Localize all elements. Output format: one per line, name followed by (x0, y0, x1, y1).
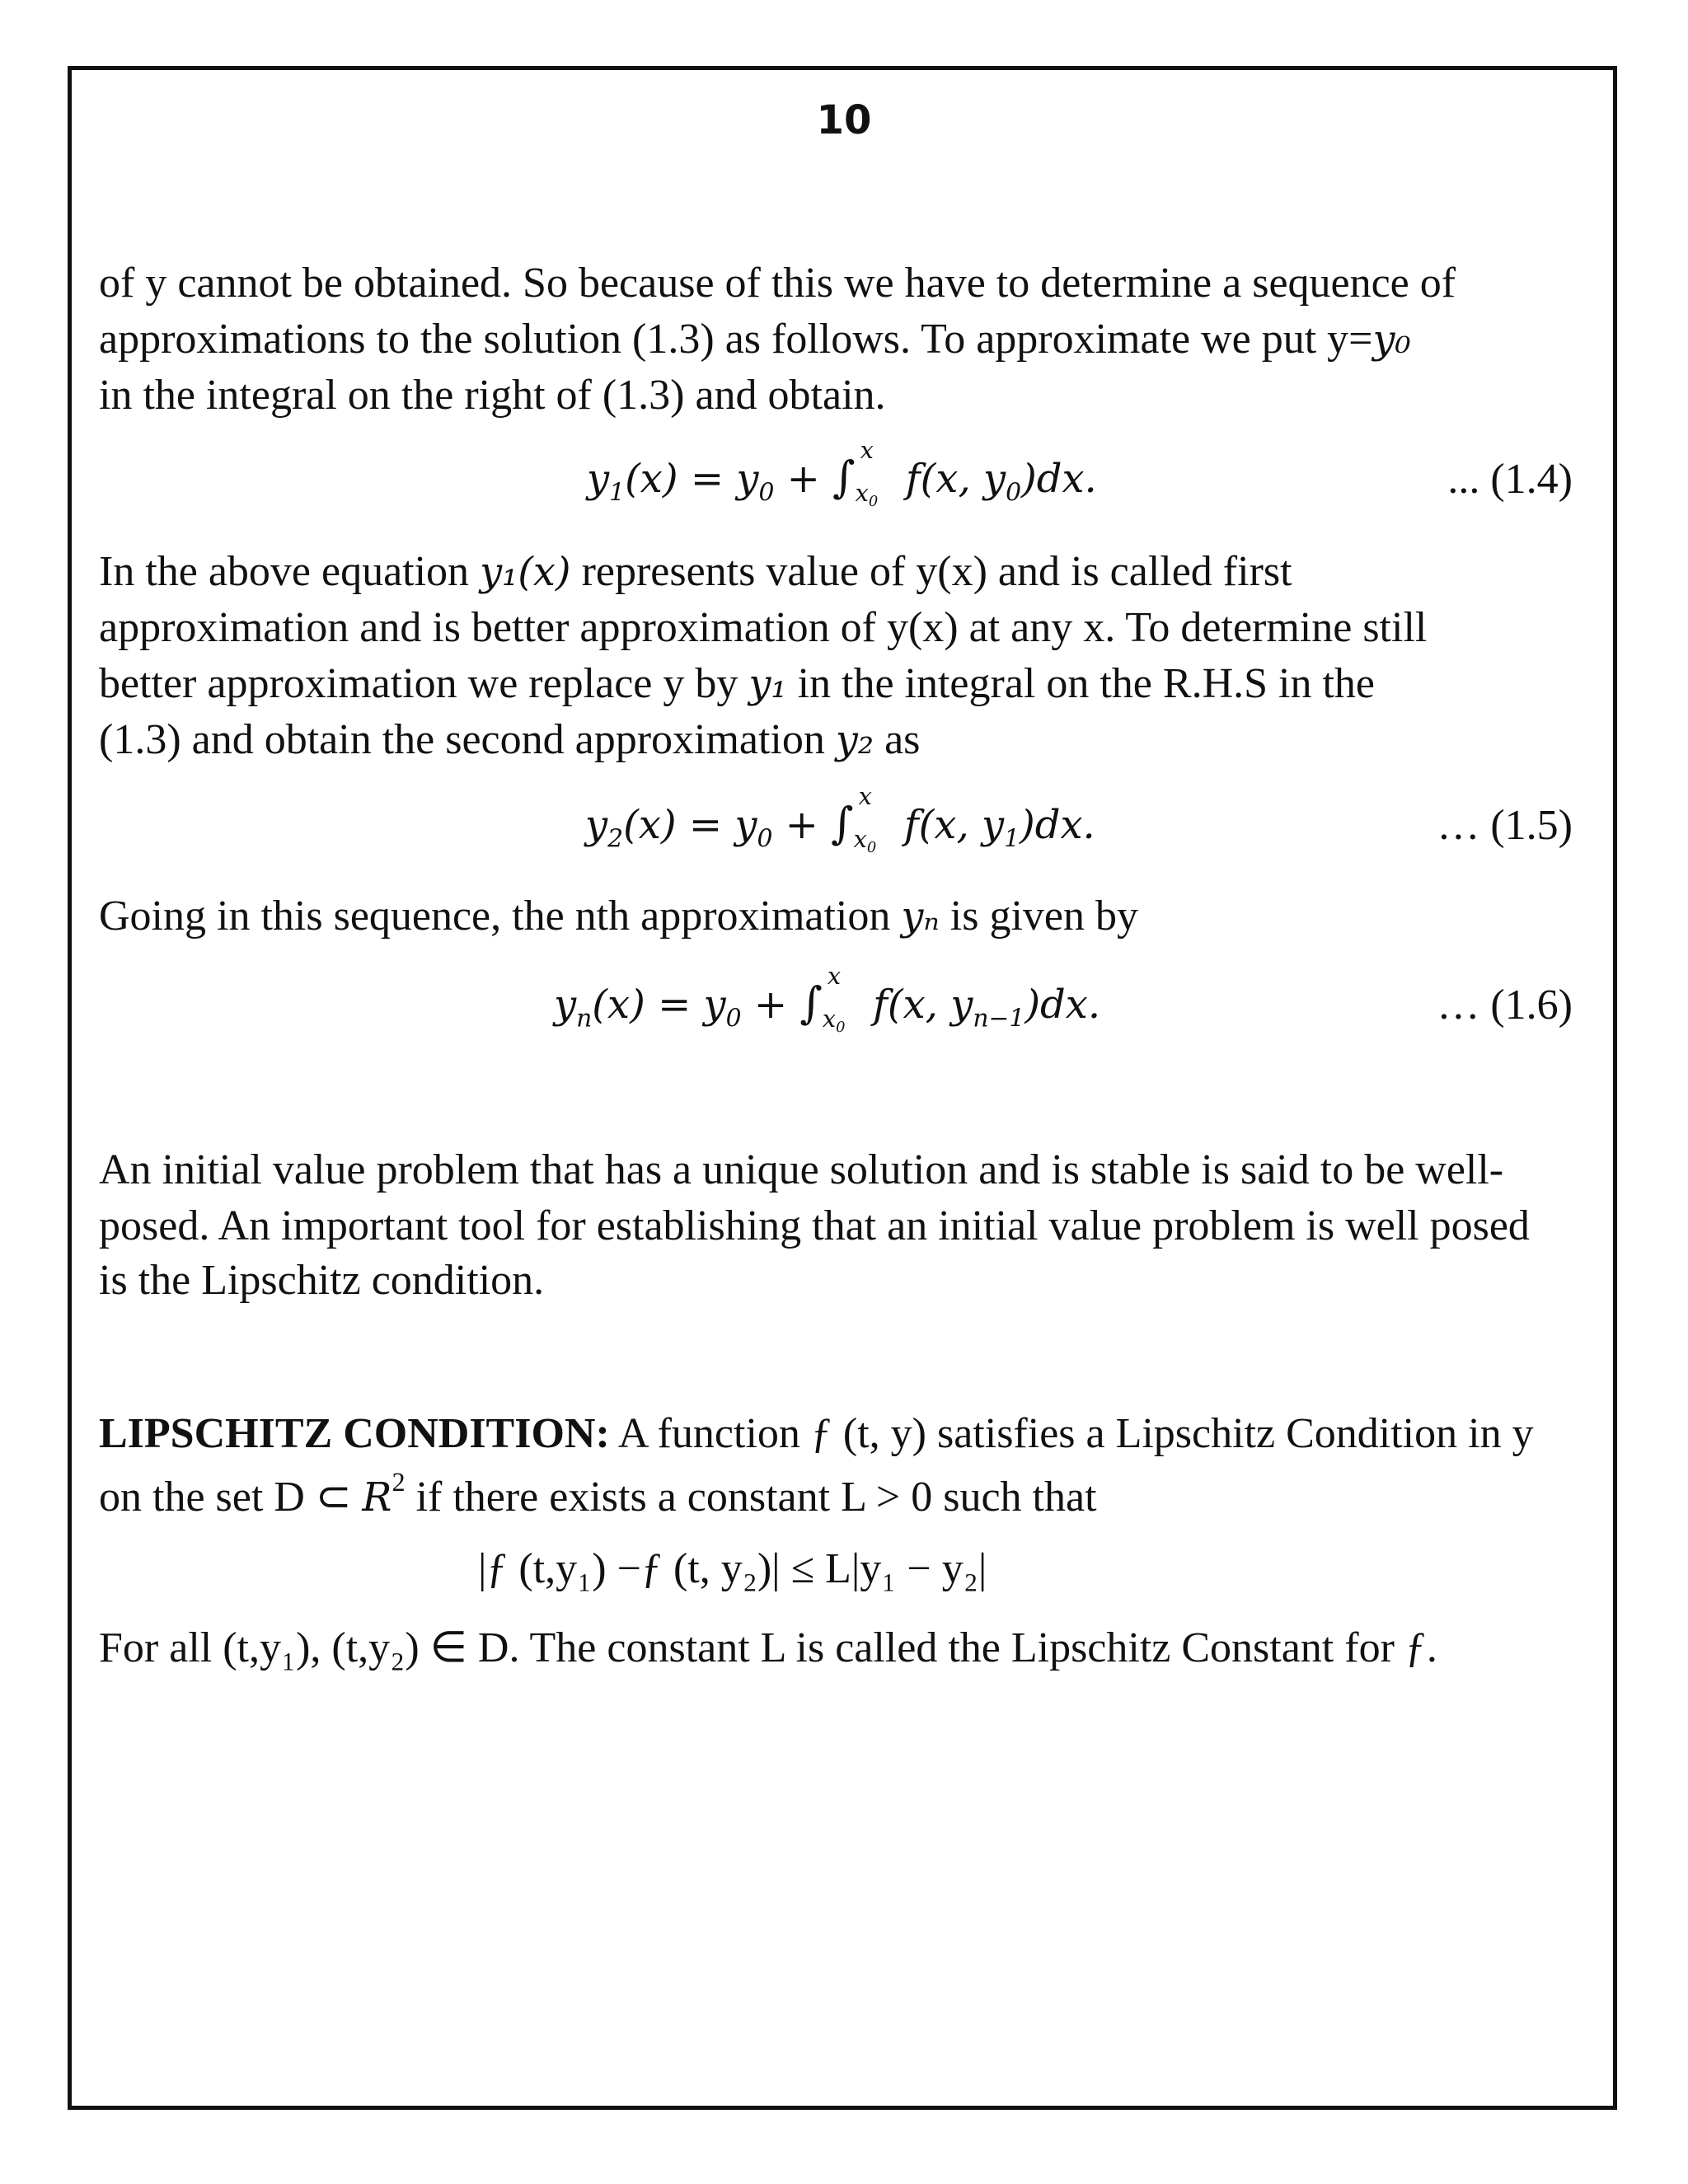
para2-line-4 (99, 716, 921, 763)
para2-line-2: approximation and is better approximation of y(x) at any x. To determine still (99, 604, 1428, 651)
equation-1-6: $y_n(x) = y_0$ + ∫ x $x_0$ f(x, $y_{n-1})dx$. (554, 962, 1101, 1037)
para4-line-2: posed. An important tool for establishing that an initial value problem is well posed (99, 1202, 1530, 1249)
para2-l4-a: (1.3) and obtain the second approximation (99, 716, 836, 763)
para4-line-3: is the Lipschitz condition. (99, 1257, 545, 1304)
r-symbol: R (362, 1475, 392, 1521)
para2-l4-c: as (874, 716, 921, 763)
para2-line-1 (99, 548, 1292, 595)
para3-text-a: Going in this sequence, the nth approximation (99, 893, 902, 940)
para1-line-3: in the integral on the right of (1.3) and obtain. (99, 372, 886, 419)
lipschitz-l2-d: if there exists a constant L > 0 such that (405, 1474, 1097, 1521)
equation-number-1-4: ... (1.4) (1447, 456, 1573, 503)
para2-line-3 (99, 660, 1376, 707)
equation-number-1-6: … (1.6) (1437, 982, 1573, 1029)
y1-symbol: y₁ (748, 662, 787, 707)
para2-text-a: In the above equation (99, 548, 481, 595)
y2-symbol: y₂ (835, 718, 874, 763)
para2-l3-c: in the integral on the R.H.S in the (786, 660, 1376, 707)
page-number: 10 (816, 97, 872, 143)
lipschitz-line-2 (99, 1469, 1097, 1519)
para3-line (99, 895, 1138, 938)
para4-line-1: An initial value problem that has a unique solution and is stable is said to be well- (99, 1146, 1504, 1193)
para1-line-1: of y cannot be obtained. So because of this we have to determine a sequence of (99, 260, 1456, 307)
para1-line-2 (99, 318, 1411, 361)
r-exponent: 2 (392, 1467, 406, 1497)
equation-1-4: $y_1(x) = y_0$ + ∫ x $x_0$ f(x, $y_0)dx$. (587, 436, 1097, 511)
lipschitz-definition-text: A function ƒ (t, y) satisfies a Lipschitz Condition in y (609, 1410, 1534, 1457)
equation-number-1-5: … (1.5) (1437, 802, 1573, 849)
y1x-symbol: y₁(x) (480, 550, 571, 595)
y0-symbol: y₀ (1372, 317, 1411, 363)
para2-l3-a: better approximation we replace y by (99, 660, 749, 707)
equation-1-5: $y_2(x) = y_0$ + ∫ x $x_0$ f(x, $y_1)dx$. (585, 782, 1095, 857)
para3-text-c: is given by (939, 893, 1138, 940)
lipschitz-inequality: |ƒ (t,y₁) −ƒ (t, y₂)| ≤ L|y₁ − y₂| (478, 1545, 987, 1592)
para1-line-2-text: approximations to the solution (1.3) as follows. To approximate we put y= (99, 316, 1373, 363)
yn-symbol: yₙ (901, 894, 940, 940)
lipschitz-final-line: For all (t,y₁), (t,y₂) ∈ D. The constant L is called the Lipschitz Constant for ƒ. (99, 1624, 1437, 1671)
para2-text-c: represents value of y(x) and is called first (570, 548, 1292, 595)
lipschitz-heading: LIPSCHITZ CONDITION: (99, 1410, 610, 1457)
lipschitz-l2-a: on the set D ⊂ (99, 1474, 363, 1521)
lipschitz-line-1 (99, 1410, 1534, 1457)
